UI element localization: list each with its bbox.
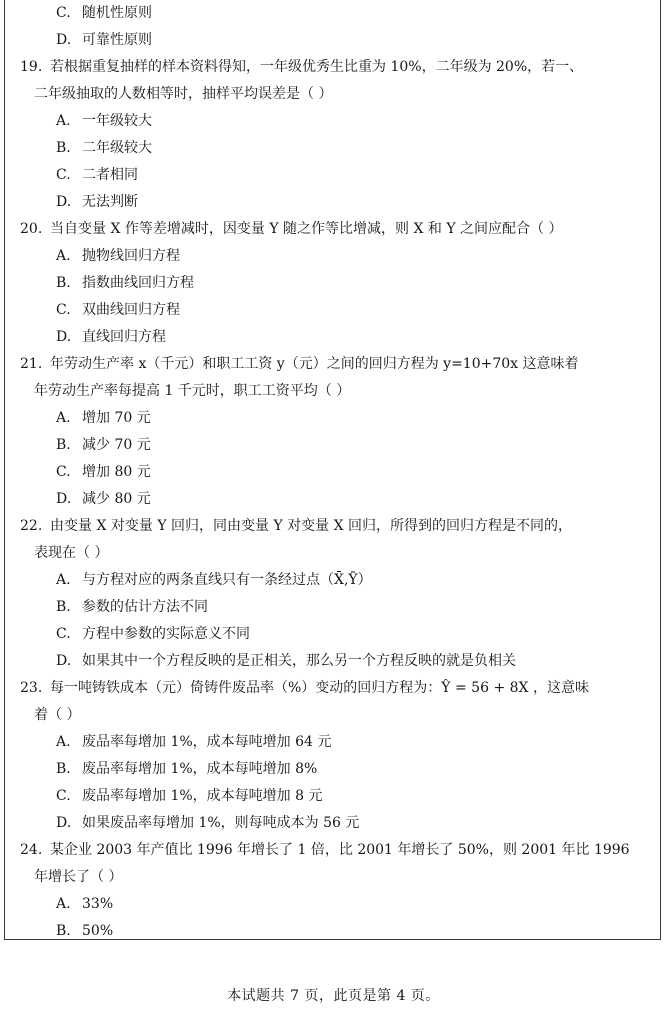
question-stem (14, 837, 654, 864)
option-text: 随机性原则 (82, 5, 152, 21)
question-continuation: 表现在（ ） (34, 545, 109, 561)
answer-option (14, 0, 654, 27)
question-continuation: 年劳动生产率每提高 1 千元时，职工工资平均（ ） (34, 383, 351, 399)
option-letter: D. (56, 815, 72, 831)
option-text: 指数曲线回归方程 (82, 275, 194, 291)
option-text: 减少 70 元 (82, 437, 151, 453)
option-letter: C. (56, 626, 71, 642)
option-letter: B. (56, 437, 71, 453)
option-text: 二年级较大 (82, 140, 152, 156)
answer-option (14, 108, 654, 135)
option-text: 一年级较大 (82, 113, 152, 129)
question-stem (14, 54, 654, 81)
option-letter: A. (56, 410, 71, 426)
option-letter: D. (56, 653, 72, 669)
answer-option (14, 432, 654, 459)
answer-option (14, 567, 654, 594)
question-continuation: 着（ ） (34, 707, 81, 723)
question-text: 若根据重复抽样的样本资料得知，一年级优秀生比重为 10%，二年级为 20%，若一、 (50, 59, 584, 75)
option-text: 二者相同 (82, 167, 138, 183)
exam-questions (14, 0, 654, 945)
answer-option (14, 189, 654, 216)
answer-option (14, 243, 654, 270)
answer-option (14, 135, 654, 162)
option-text: 可靠性原则 (82, 32, 152, 48)
option-letter: A. (56, 896, 71, 912)
option-letter: D. (56, 194, 72, 210)
question-stem (14, 351, 654, 378)
option-letter: B. (56, 140, 71, 156)
option-text: 废品率每增加 1%，成本每吨增加 8 元 (82, 788, 323, 804)
option-letter: B. (56, 923, 71, 939)
answer-option (14, 918, 654, 945)
answer-option (14, 486, 654, 513)
answer-option (14, 810, 654, 837)
option-letter: C. (56, 5, 71, 21)
answer-option (14, 648, 654, 675)
question-text: 每一吨铸铁成本（元）倚铸件废品率（%）变动的回归方程为：Ŷ = 56 + 8X ，这意味 (50, 680, 589, 696)
question-continuation: 二年级抽取的人数相等时，抽样平均误差是（ ） (34, 86, 333, 102)
answer-option (14, 891, 654, 918)
answer-option (14, 297, 654, 324)
option-letter: A. (56, 248, 71, 264)
answer-option (14, 756, 654, 783)
question-number: 23. (20, 680, 43, 696)
question-text: 某企业 2003 年产值比 1996 年增长了 1 倍，比 2001 年增长了 50%，则 2001 年比 1996 (50, 842, 630, 858)
option-text: 与方程对应的两条直线只有一条经过点（X̄,Ȳ） (82, 572, 372, 588)
question-number: 20. (20, 221, 43, 237)
option-text: 抛物线回归方程 (82, 248, 180, 264)
option-letter: B. (56, 275, 71, 291)
question-continuation: 年增长了（ ） (34, 869, 123, 885)
option-letter: C. (56, 788, 71, 804)
question-text: 由变量 X 对变量 Y 回归，同由变量 Y 对变量 X 回归，所得到的回归方程是不同的， (50, 518, 573, 534)
question-stem (14, 675, 654, 702)
option-text: 无法判断 (82, 194, 138, 210)
option-letter: D. (56, 491, 72, 507)
option-text: 增加 70 元 (82, 410, 151, 426)
option-text: 废品率每增加 1%，成本每吨增加 64 元 (82, 734, 332, 750)
option-text: 直线回归方程 (82, 329, 166, 345)
option-letter: B. (56, 761, 71, 777)
option-letter: A. (56, 734, 71, 750)
answer-option (14, 324, 654, 351)
answer-option (14, 594, 654, 621)
option-letter: C. (56, 464, 71, 480)
option-text: 增加 80 元 (82, 464, 151, 480)
option-letter: C. (56, 302, 71, 318)
question-number: 21. (20, 356, 43, 372)
question-stem (14, 513, 654, 540)
option-text: 33% (82, 896, 114, 912)
question-number: 24. (20, 842, 43, 858)
option-letter: A. (56, 572, 71, 588)
option-text: 如果其中一个方程反映的是正相关，那么另一个方程反映的就是负相关 (82, 653, 516, 669)
option-text: 废品率每增加 1%，成本每吨增加 8% (82, 761, 318, 777)
answer-option (14, 27, 654, 54)
question-number: 22. (20, 518, 43, 534)
page-footer: 本试题共 7 页，此页是第 4 页。 (227, 988, 440, 1004)
option-letter: D. (56, 329, 72, 345)
answer-option (14, 783, 654, 810)
option-text: 方程中参数的实际意义不同 (82, 626, 250, 642)
answer-option (14, 270, 654, 297)
answer-option (14, 405, 654, 432)
option-letter: A. (56, 113, 71, 129)
option-text: 如果废品率每增加 1%，则每吨成本为 56 元 (82, 815, 360, 831)
option-letter: C. (56, 167, 71, 183)
answer-option (14, 459, 654, 486)
option-letter: B. (56, 599, 71, 615)
question-text: 当自变量 X 作等差增减时，因变量 Y 随之作等比增减，则 X 和 Y 之间应配合（ ） (50, 221, 563, 237)
answer-option (14, 162, 654, 189)
option-text: 双曲线回归方程 (82, 302, 180, 318)
answer-option (14, 729, 654, 756)
option-letter: D. (56, 32, 72, 48)
option-text: 减少 80 元 (82, 491, 151, 507)
question-number: 19. (20, 59, 43, 75)
option-text: 50% (82, 923, 114, 939)
option-text: 参数的估计方法不同 (82, 599, 208, 615)
question-stem (14, 216, 654, 243)
answer-option (14, 621, 654, 648)
question-text: 年劳动生产率 x（千元）和职工工资 y（元）之间的回归方程为 y=10+70x 这意味着 (50, 356, 579, 372)
